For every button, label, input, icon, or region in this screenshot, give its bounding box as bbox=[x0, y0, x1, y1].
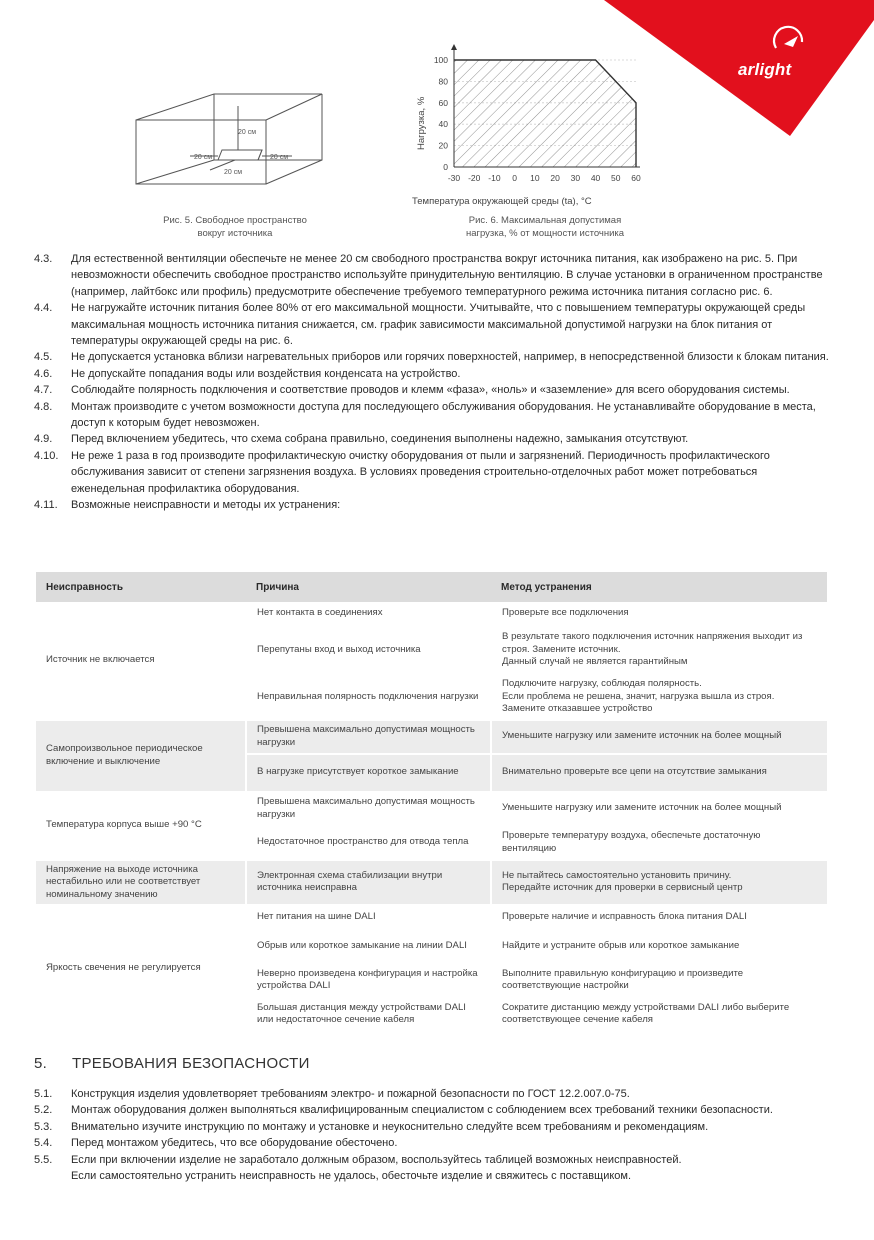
fault-cell: Температура корпуса выше +90 °C bbox=[36, 792, 246, 860]
table-row bbox=[36, 720, 827, 754]
item-text: Соблюдайте полярность подключения и соответствие проводов и клемм «фаза», «ноль» и «заземление» для всего оборудования системы. bbox=[71, 384, 790, 397]
list-item bbox=[34, 497, 834, 513]
cause-cell: Неправильная полярность подключения нагрузки bbox=[246, 674, 491, 720]
table-row bbox=[36, 905, 827, 929]
fix-cell: В результате такого подключения источник напряжения выходит из строя. Замените источник. Данный случай не является гарантийным bbox=[491, 626, 827, 674]
item-text: Не допускается установка вблизи нагревательных приборов или горячих поверхностей, например, в непосредственной близости к блокам питания. bbox=[71, 351, 829, 364]
list-item bbox=[34, 300, 834, 349]
section-title: 5. ТРЕБОВАНИЯ БЕЗОПАСНОСТИ bbox=[34, 1055, 310, 1072]
list-item bbox=[34, 448, 834, 497]
chart-y-tick: 80 bbox=[438, 76, 448, 87]
chart-x-label: Температура окружающей среды (ta), °C bbox=[412, 196, 592, 207]
chart-x-tick: -20 bbox=[468, 173, 481, 183]
item-number: 5.3. bbox=[34, 1120, 53, 1133]
fix-cell: Подключите нагрузку, соблюдая полярность. Если проблема не решена, значит, нагрузка вышла из строя. Замените отказавшее устройство bbox=[491, 674, 827, 720]
fault-cell: Самопроизвольное периодическое включение и выключение bbox=[36, 720, 246, 792]
item-text: Внимательно изучите инструкцию по монтажу и установке и неукоснительно следуйте всем требованиям и рекомендациям. bbox=[71, 1120, 709, 1133]
fix-cell: Проверьте все подключения bbox=[491, 602, 827, 626]
item-text: Возможные неисправности и методы их устранения: bbox=[71, 499, 341, 512]
item-number: 4.7. bbox=[34, 384, 53, 397]
header-fix: Метод устранения bbox=[491, 572, 827, 602]
cause-cell: Неверно произведена конфигурация и настройка устройства DALI bbox=[246, 963, 491, 997]
cause-cell: Перепутаны вход и выход источника bbox=[246, 626, 491, 674]
item-number: 5.4. bbox=[34, 1137, 53, 1150]
fix-cell: Уменьшите нагрузку или замените источник на более мощный bbox=[491, 720, 827, 754]
figure6-caption: Рис. 6. Максимальная допустимая нагрузка, % от мощности источника bbox=[465, 215, 625, 239]
troubleshooting-table bbox=[36, 572, 827, 1032]
item-number: 4.3. bbox=[34, 253, 53, 265]
item-number: 4.10. bbox=[34, 449, 59, 462]
chart-y-tick: 20 bbox=[438, 140, 448, 151]
brand-logo: arlight bbox=[738, 60, 792, 79]
header-cause: Причина bbox=[246, 572, 491, 602]
table-row bbox=[36, 860, 827, 906]
cause-cell: Обрыв или короткое замыкание на линии DALI bbox=[246, 929, 491, 963]
chart-y-label: Нагрузка, % bbox=[416, 96, 427, 150]
chart-x-tick: -10 bbox=[488, 173, 501, 183]
fault-cell: Напряжение на выходе источника нестабильно или не соответствует номинальному значению bbox=[36, 860, 246, 906]
item-text: Монтаж производите с учетом возможности доступа для последующего обслуживания оборудования. Не устанавливайте оборудование в места, доступ к которым будет невозможен. bbox=[71, 400, 816, 430]
item-text: Монтаж оборудования должен выполняться квалифицированным специалистом с соблюдением всех требований техники безопасности. bbox=[71, 1104, 773, 1117]
fix-cell: Не пытайтесь самостоятельно установить причину. Передайте источник для проверки в сервисный центр bbox=[491, 860, 827, 906]
item-number: 4.11. bbox=[34, 499, 58, 512]
chart-derating-area bbox=[454, 60, 636, 167]
fix-cell: Найдите и устраните обрыв или короткое замыкание bbox=[491, 929, 827, 963]
item-text: Для естественной вентиляции обеспечьте не менее 20 см свободного пространства вокруг источника питания, как изображено на рис. 5. При невозможности обеспечить свободное пространство используйте принудительную вентиляцию. В случае установки в ограниченном пространстве (например, лайтбокс или профиль) предусмотрите обеспечение требуемого температурного режима источника питания согласно рис. 6. bbox=[71, 253, 823, 298]
item-number: 4.9. bbox=[34, 433, 53, 446]
fix-cell: Проверьте температуру воздуха, обеспечьте достаточную вентиляцию bbox=[491, 826, 827, 860]
chart-x-tick: 30 bbox=[570, 173, 581, 183]
cause-cell: Электронная схема стабилизации внутри источника неисправна bbox=[246, 860, 491, 906]
fix-cell: Проверьте наличие и исправность блока питания DALI bbox=[491, 905, 827, 929]
fix-cell: Сократите дистанцию между устройствами DALI либо выберите соответствующее сечение кабеля bbox=[491, 997, 827, 1031]
chart-x-tick: 20 bbox=[550, 173, 560, 183]
chart-x-tick: 40 bbox=[590, 173, 601, 183]
list-item bbox=[34, 366, 834, 382]
derating-chart bbox=[408, 40, 658, 215]
fig5-label-right: 20 см bbox=[270, 154, 289, 161]
list-item bbox=[34, 1086, 834, 1102]
chart-x-tick: 10 bbox=[530, 173, 540, 183]
y-axis-arrow-icon bbox=[451, 44, 457, 50]
safety-requirements bbox=[34, 1086, 834, 1184]
table-row bbox=[36, 602, 827, 626]
installation-rules bbox=[34, 251, 834, 514]
item-number: 5.5. bbox=[34, 1153, 53, 1166]
cause-cell: Нет контакта в соединениях bbox=[246, 602, 491, 626]
item-number: 5.1. bbox=[34, 1088, 53, 1100]
chart-y-tick: 40 bbox=[438, 119, 448, 130]
fig5-label-front: 20 см bbox=[224, 169, 243, 176]
chart-x-tick: 50 bbox=[611, 173, 621, 183]
fix-cell: Выполните правильную конфигурацию и произведите соответствующие настройки bbox=[491, 963, 827, 997]
item-text: Не реже 1 раза в год производите профилактическую очистку оборудования от пыли и загрязнений. Периодичность профилактического обслуживания зависит от степени загрязнения воздуха. В условиях проведения строительно-отделочных работ может потребоваться еженедельная профилактика оборудования. bbox=[71, 449, 770, 495]
list-item bbox=[34, 251, 834, 300]
item-number: 5.2. bbox=[34, 1104, 53, 1117]
item-number: 4.4. bbox=[34, 302, 53, 315]
cause-cell: Недостаточное пространство для отвода тепла bbox=[246, 826, 491, 860]
cause-cell: Превышена максимально допустимая мощность нагрузки bbox=[246, 792, 491, 826]
item-text: Перед включением убедитесь, что схема собрана правильно, соединения выполнены надежно, замыкания отсутствуют. bbox=[71, 433, 689, 446]
item-text: Если при включении изделие не заработало должным образом, воспользуйтесь таблицей возможных неисправностей. Если самостоятельно устранить неисправность не удалось, обесточьте изделие и свяжитесь с поставщиком. bbox=[71, 1153, 682, 1183]
item-text: Перед монтажом убедитесь, что все оборудование обесточено. bbox=[71, 1137, 398, 1150]
list-item bbox=[34, 1152, 834, 1185]
cause-cell: Большая дистанция между устройствами DALI или недостаточное сечение кабеля bbox=[246, 997, 491, 1031]
list-item bbox=[34, 1102, 834, 1118]
list-item bbox=[34, 399, 834, 432]
item-text: Не допускайте попадания воды или воздействия конденсата на устройство. bbox=[71, 367, 461, 380]
item-number: 4.6. bbox=[34, 367, 53, 380]
chart-y-tick: 100 bbox=[433, 55, 448, 65]
fault-cell: Яркость свечения не регулируется bbox=[36, 905, 246, 1031]
fix-cell: Внимательно проверьте все цепи на отсутствие замыкания bbox=[491, 754, 827, 792]
table-row bbox=[36, 792, 827, 826]
figure5-caption: Рис. 5. Свободное пространство вокруг источника bbox=[163, 215, 307, 239]
table-header-row bbox=[36, 572, 827, 602]
cause-cell: В нагрузке присутствует короткое замыкание bbox=[246, 754, 491, 792]
list-item bbox=[34, 349, 834, 365]
list-item bbox=[34, 1119, 834, 1135]
cause-cell: Нет питания на шине DALI bbox=[246, 905, 491, 929]
item-text: Не нагружайте источник питания более 80% от его максимальной мощности. Учитывайте, что с повышением температуры окружающей среды максимальная мощность источника питания снижается, см. график зависимости максимальной допустимой нагрузки на блок питания от температуры окружающей среды на рис. 6. bbox=[71, 302, 806, 348]
item-text: Конструкция изделия удовлетворяет требованиям электро- и пожарной безопасности по ГОСТ 12.2.007.0-75. bbox=[71, 1088, 630, 1100]
list-item bbox=[34, 431, 834, 447]
list-item bbox=[34, 1135, 834, 1151]
cause-cell: Превышена максимально допустимая мощность нагрузки bbox=[246, 720, 491, 754]
figure-free-space bbox=[130, 88, 330, 188]
fig5-label-top: 20 см bbox=[238, 129, 257, 136]
header-fault: Неисправность bbox=[36, 572, 246, 602]
item-number: 4.5. bbox=[34, 351, 53, 364]
fix-cell: Уменьшите нагрузку или замените источник на более мощный bbox=[491, 792, 827, 826]
chart-y-tick: 0 bbox=[443, 162, 448, 172]
chart-x-tick: 60 bbox=[631, 173, 641, 183]
list-item bbox=[34, 382, 834, 398]
item-number: 4.8. bbox=[34, 400, 53, 413]
fault-cell: Источник не включается bbox=[36, 602, 246, 720]
fig5-label-left: 20 см bbox=[194, 154, 213, 161]
chart-y-tick: 60 bbox=[438, 97, 448, 108]
chart-x-tick: 0 bbox=[512, 173, 518, 183]
chart-x-tick: -30 bbox=[447, 173, 461, 183]
